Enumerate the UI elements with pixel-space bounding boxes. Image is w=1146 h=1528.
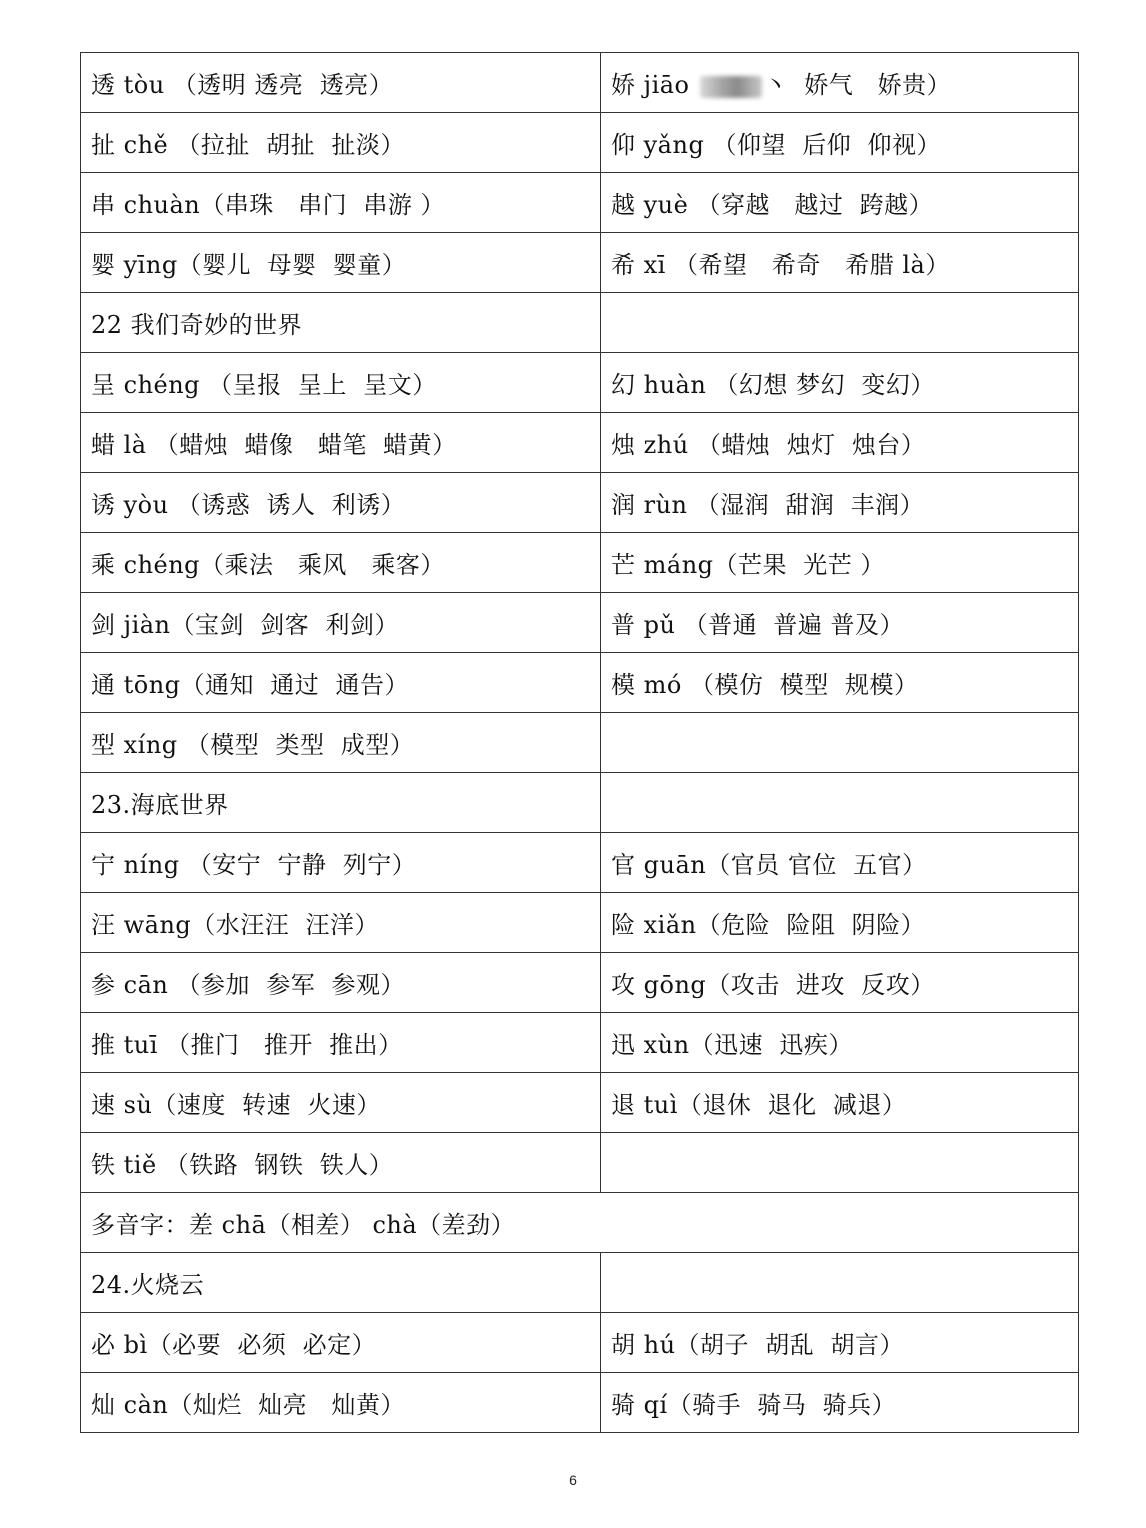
cell-text-end: 丶 娇气 娇贵） (763, 71, 952, 99)
table-cell-left: 型 xíng （模型 类型 成型） (81, 713, 601, 773)
table-cell-left: 透 tòu （透明 透亮 透亮） (81, 53, 601, 113)
table-cell-right: 胡 hú（胡子 胡乱 胡言） (601, 1313, 1079, 1373)
table-row (81, 533, 1079, 593)
table-cell-left: 23.海底世界 (81, 773, 601, 833)
table-row (81, 173, 1079, 233)
table-row (81, 953, 1079, 1013)
table-cell-left: 呈 chéng （呈报 呈上 呈文） (81, 353, 601, 413)
cell-text-start: 娇 jiāo (611, 71, 690, 99)
table-cell-right (601, 1133, 1079, 1193)
table-row (81, 1013, 1079, 1073)
table-cell-right: 希 xī （希望 希奇 希腊 là） (601, 233, 1079, 293)
table-cell-left: 推 tuī （推门 推开 推出） (81, 1013, 601, 1073)
table-cell-left: 婴 yīng（婴儿 母婴 婴童） (81, 233, 601, 293)
table-row (81, 1073, 1079, 1133)
table-cell-left: 宁 níng （安宁 宁静 列宁） (81, 833, 601, 893)
table-cell-right: 骑 qí（骑手 骑马 骑兵） (601, 1373, 1079, 1433)
table-row (81, 233, 1079, 293)
table-row (81, 773, 1079, 833)
table-cell-left: 必 bì（必要 必须 必定） (81, 1313, 601, 1373)
table-cell-right: 幻 huàn （幻想 梦幻 变幻） (601, 353, 1079, 413)
table-cell-right (601, 1253, 1079, 1313)
table-cell-right: 官 guān（官员 官位 五官） (601, 833, 1079, 893)
table-cell-left: 串 chuàn（串珠 串门 串游 ） (81, 173, 601, 233)
table-row (81, 1133, 1079, 1193)
table-cell-full: 多音字：差 chā（相差） chà（差劲） (81, 1193, 1079, 1253)
table-cell-right: 攻 gōng（攻击 进攻 反攻） (601, 953, 1079, 1013)
table-body (81, 53, 1079, 1433)
table-cell-right: 仰 yǎng （仰望 后仰 仰视） (601, 113, 1079, 173)
table-row (81, 1193, 1079, 1253)
table-row (81, 113, 1079, 173)
table-row (81, 1313, 1079, 1373)
table-cell-right: 烛 zhú （蜡烛 烛灯 烛台） (601, 413, 1079, 473)
table-cell-right: 险 xiǎn（危险 险阻 阴险） (601, 893, 1079, 953)
table-cell-left: 诱 yòu （诱惑 诱人 利诱） (81, 473, 601, 533)
table-cell-right: 普 pǔ （普通 普遍 普及） (601, 593, 1079, 653)
table-cell-right (601, 293, 1079, 353)
table-cell-right: 迅 xùn（迅速 迅疾） (601, 1013, 1079, 1073)
table-row (81, 593, 1079, 653)
table-cell-right (601, 773, 1079, 833)
table-cell-left: 汪 wāng（水汪汪 汪洋） (81, 893, 601, 953)
page-number: 6 (569, 1472, 577, 1488)
table-cell-left: 24.火烧云 (81, 1253, 601, 1313)
table-cell-left: 扯 chě （拉扯 胡扯 扯淡） (81, 113, 601, 173)
table-cell-left: 铁 tiě （铁路 钢铁 铁人） (81, 1133, 601, 1193)
table-cell-left: 乘 chéng（乘法 乘风 乘客） (81, 533, 601, 593)
table-row (81, 413, 1079, 473)
table-row (81, 473, 1079, 533)
table-cell-right: 越 yuè （穿越 越过 跨越） (601, 173, 1079, 233)
table-row (81, 1373, 1079, 1433)
table-row (81, 353, 1079, 413)
table-row (81, 653, 1079, 713)
table-row (81, 893, 1079, 953)
table-row (81, 293, 1079, 353)
table-cell-left: 通 tōng（通知 通过 通告） (81, 653, 601, 713)
table-cell-left: 22 我们奇妙的世界 (81, 293, 601, 353)
table-cell-left: 速 sù（速度 转速 火速） (81, 1073, 601, 1133)
table-cell-right: 芒 máng（芒果 光芒 ） (601, 533, 1079, 593)
table-row (81, 53, 1079, 113)
table-cell-left: 参 cān （参加 参军 参观） (81, 953, 601, 1013)
table-cell-right (601, 713, 1079, 773)
table-cell-right (601, 53, 1079, 113)
table-cell-left: 蜡 là （蜡烛 蜡像 蜡笔 蜡黄） (81, 413, 601, 473)
table-cell-right: 润 rùn （湿润 甜润 丰润） (601, 473, 1079, 533)
table-cell-left: 灿 càn（灿烂 灿亮 灿黄） (81, 1373, 601, 1433)
table-cell-right: 模 mó （模仿 模型 规模） (601, 653, 1079, 713)
vocabulary-table (80, 52, 1079, 1433)
table-cell-left: 剑 jiàn（宝剑 剑客 利剑） (81, 593, 601, 653)
table-row (81, 713, 1079, 773)
blurred-redaction (700, 76, 762, 98)
table-cell-right: 退 tuì（退休 退化 减退） (601, 1073, 1079, 1133)
table-row (81, 833, 1079, 893)
table-row (81, 1253, 1079, 1313)
